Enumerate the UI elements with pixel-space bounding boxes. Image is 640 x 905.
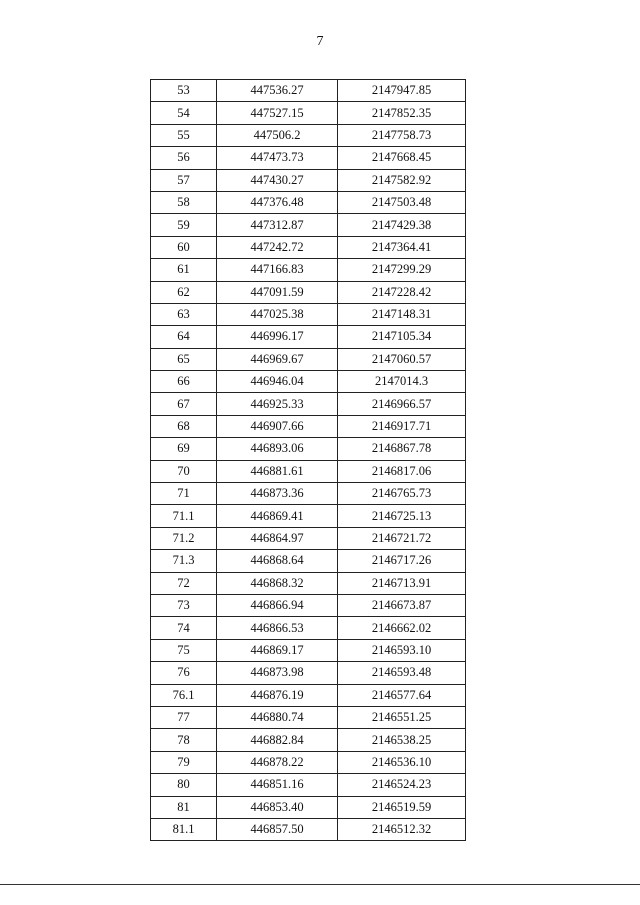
x-coordinate-cell: 446907.66 bbox=[217, 415, 338, 437]
y-coordinate-cell: 2147582.92 bbox=[338, 169, 466, 191]
table-row bbox=[151, 124, 466, 146]
x-coordinate-cell: 447506.2 bbox=[217, 124, 338, 146]
table-row bbox=[151, 236, 466, 258]
y-coordinate-cell: 2147148.31 bbox=[338, 303, 466, 325]
point-number-cell: 66 bbox=[151, 371, 217, 393]
point-number-cell: 55 bbox=[151, 124, 217, 146]
table-row bbox=[151, 662, 466, 684]
x-coordinate-cell: 447430.27 bbox=[217, 169, 338, 191]
y-coordinate-cell: 2146536.10 bbox=[338, 751, 466, 773]
y-coordinate-cell: 2146765.73 bbox=[338, 483, 466, 505]
x-coordinate-cell: 446853.40 bbox=[217, 796, 338, 818]
table-row bbox=[151, 594, 466, 616]
y-coordinate-cell: 2146725.13 bbox=[338, 505, 466, 527]
x-coordinate-cell: 446873.36 bbox=[217, 483, 338, 505]
point-number-cell: 70 bbox=[151, 460, 217, 482]
point-number-cell: 78 bbox=[151, 729, 217, 751]
point-number-cell: 57 bbox=[151, 169, 217, 191]
point-number-cell: 67 bbox=[151, 393, 217, 415]
x-coordinate-cell: 446893.06 bbox=[217, 438, 338, 460]
point-number-cell: 79 bbox=[151, 751, 217, 773]
y-coordinate-cell: 2147758.73 bbox=[338, 124, 466, 146]
table-row bbox=[151, 326, 466, 348]
table-row bbox=[151, 527, 466, 549]
point-number-cell: 64 bbox=[151, 326, 217, 348]
table-row bbox=[151, 169, 466, 191]
y-coordinate-cell: 2147014.3 bbox=[338, 371, 466, 393]
table-row bbox=[151, 483, 466, 505]
table-row bbox=[151, 438, 466, 460]
point-number-cell: 80 bbox=[151, 774, 217, 796]
x-coordinate-cell: 446864.97 bbox=[217, 527, 338, 549]
x-coordinate-cell: 446876.19 bbox=[217, 684, 338, 706]
x-coordinate-cell: 446882.84 bbox=[217, 729, 338, 751]
y-coordinate-cell: 2146524.23 bbox=[338, 774, 466, 796]
point-number-cell: 81.1 bbox=[151, 818, 217, 840]
point-number-cell: 62 bbox=[151, 281, 217, 303]
x-coordinate-cell: 446925.33 bbox=[217, 393, 338, 415]
y-coordinate-cell: 2146577.64 bbox=[338, 684, 466, 706]
coordinates-table-body bbox=[151, 80, 466, 841]
y-coordinate-cell: 2147364.41 bbox=[338, 236, 466, 258]
point-number-cell: 71.3 bbox=[151, 550, 217, 572]
x-coordinate-cell: 447527.15 bbox=[217, 102, 338, 124]
table-row bbox=[151, 259, 466, 281]
point-number-cell: 68 bbox=[151, 415, 217, 437]
table-row bbox=[151, 639, 466, 661]
y-coordinate-cell: 2146867.78 bbox=[338, 438, 466, 460]
table-row bbox=[151, 80, 466, 102]
x-coordinate-cell: 446868.32 bbox=[217, 572, 338, 594]
point-number-cell: 75 bbox=[151, 639, 217, 661]
footer-rule bbox=[0, 884, 640, 885]
y-coordinate-cell: 2146721.72 bbox=[338, 527, 466, 549]
coordinates-table bbox=[150, 79, 466, 841]
y-coordinate-cell: 2147105.34 bbox=[338, 326, 466, 348]
point-number-cell: 69 bbox=[151, 438, 217, 460]
x-coordinate-cell: 447312.87 bbox=[217, 214, 338, 236]
y-coordinate-cell: 2147947.85 bbox=[338, 80, 466, 102]
point-number-cell: 72 bbox=[151, 572, 217, 594]
table-row bbox=[151, 214, 466, 236]
table-row bbox=[151, 393, 466, 415]
y-coordinate-cell: 2146662.02 bbox=[338, 617, 466, 639]
x-coordinate-cell: 446851.16 bbox=[217, 774, 338, 796]
x-coordinate-cell: 446969.67 bbox=[217, 348, 338, 370]
table-row bbox=[151, 818, 466, 840]
x-coordinate-cell: 446868.64 bbox=[217, 550, 338, 572]
point-number-cell: 74 bbox=[151, 617, 217, 639]
y-coordinate-cell: 2146551.25 bbox=[338, 706, 466, 728]
table-row bbox=[151, 102, 466, 124]
x-coordinate-cell: 446869.41 bbox=[217, 505, 338, 527]
table-row bbox=[151, 303, 466, 325]
point-number-cell: 81 bbox=[151, 796, 217, 818]
point-number-cell: 71.2 bbox=[151, 527, 217, 549]
point-number-cell: 53 bbox=[151, 80, 217, 102]
point-number-cell: 71.1 bbox=[151, 505, 217, 527]
point-number-cell: 58 bbox=[151, 191, 217, 213]
table-row bbox=[151, 191, 466, 213]
y-coordinate-cell: 2146593.48 bbox=[338, 662, 466, 684]
x-coordinate-cell: 446866.53 bbox=[217, 617, 338, 639]
x-coordinate-cell: 446866.94 bbox=[217, 594, 338, 616]
point-number-cell: 65 bbox=[151, 348, 217, 370]
x-coordinate-cell: 446881.61 bbox=[217, 460, 338, 482]
x-coordinate-cell: 447473.73 bbox=[217, 147, 338, 169]
y-coordinate-cell: 2146519.59 bbox=[338, 796, 466, 818]
point-number-cell: 73 bbox=[151, 594, 217, 616]
table-row bbox=[151, 371, 466, 393]
table-row bbox=[151, 460, 466, 482]
x-coordinate-cell: 447536.27 bbox=[217, 80, 338, 102]
table-row bbox=[151, 706, 466, 728]
table-row bbox=[151, 348, 466, 370]
y-coordinate-cell: 2146917.71 bbox=[338, 415, 466, 437]
y-coordinate-cell: 2147503.48 bbox=[338, 191, 466, 213]
table-row bbox=[151, 617, 466, 639]
y-coordinate-cell: 2146593.10 bbox=[338, 639, 466, 661]
x-coordinate-cell: 447091.59 bbox=[217, 281, 338, 303]
table-row bbox=[151, 572, 466, 594]
y-coordinate-cell: 2147228.42 bbox=[338, 281, 466, 303]
y-coordinate-cell: 2147852.35 bbox=[338, 102, 466, 124]
y-coordinate-cell: 2146538.25 bbox=[338, 729, 466, 751]
y-coordinate-cell: 2146713.91 bbox=[338, 572, 466, 594]
y-coordinate-cell: 2146673.87 bbox=[338, 594, 466, 616]
table-row bbox=[151, 550, 466, 572]
table-row bbox=[151, 751, 466, 773]
table-row bbox=[151, 147, 466, 169]
x-coordinate-cell: 446996.17 bbox=[217, 326, 338, 348]
point-number-cell: 63 bbox=[151, 303, 217, 325]
point-number-cell: 60 bbox=[151, 236, 217, 258]
table-row bbox=[151, 796, 466, 818]
point-number-cell: 76.1 bbox=[151, 684, 217, 706]
point-number-cell: 71 bbox=[151, 483, 217, 505]
table-row bbox=[151, 729, 466, 751]
point-number-cell: 76 bbox=[151, 662, 217, 684]
point-number-cell: 56 bbox=[151, 147, 217, 169]
x-coordinate-cell: 446873.98 bbox=[217, 662, 338, 684]
table-row bbox=[151, 684, 466, 706]
y-coordinate-cell: 2146717.26 bbox=[338, 550, 466, 572]
y-coordinate-cell: 2147429.38 bbox=[338, 214, 466, 236]
point-number-cell: 59 bbox=[151, 214, 217, 236]
table-row bbox=[151, 415, 466, 437]
page-number: 7 bbox=[316, 34, 324, 49]
point-number-cell: 61 bbox=[151, 259, 217, 281]
point-number-cell: 54 bbox=[151, 102, 217, 124]
y-coordinate-cell: 2146966.57 bbox=[338, 393, 466, 415]
y-coordinate-cell: 2146817.06 bbox=[338, 460, 466, 482]
x-coordinate-cell: 447025.38 bbox=[217, 303, 338, 325]
x-coordinate-cell: 446869.17 bbox=[217, 639, 338, 661]
y-coordinate-cell: 2146512.32 bbox=[338, 818, 466, 840]
table-row bbox=[151, 774, 466, 796]
x-coordinate-cell: 447376.48 bbox=[217, 191, 338, 213]
x-coordinate-cell: 446857.50 bbox=[217, 818, 338, 840]
y-coordinate-cell: 2147060.57 bbox=[338, 348, 466, 370]
x-coordinate-cell: 447242.72 bbox=[217, 236, 338, 258]
table-row bbox=[151, 281, 466, 303]
table-row bbox=[151, 505, 466, 527]
x-coordinate-cell: 446878.22 bbox=[217, 751, 338, 773]
x-coordinate-cell: 447166.83 bbox=[217, 259, 338, 281]
y-coordinate-cell: 2147299.29 bbox=[338, 259, 466, 281]
point-number-cell: 77 bbox=[151, 706, 217, 728]
y-coordinate-cell: 2147668.45 bbox=[338, 147, 466, 169]
x-coordinate-cell: 446880.74 bbox=[217, 706, 338, 728]
x-coordinate-cell: 446946.04 bbox=[217, 371, 338, 393]
